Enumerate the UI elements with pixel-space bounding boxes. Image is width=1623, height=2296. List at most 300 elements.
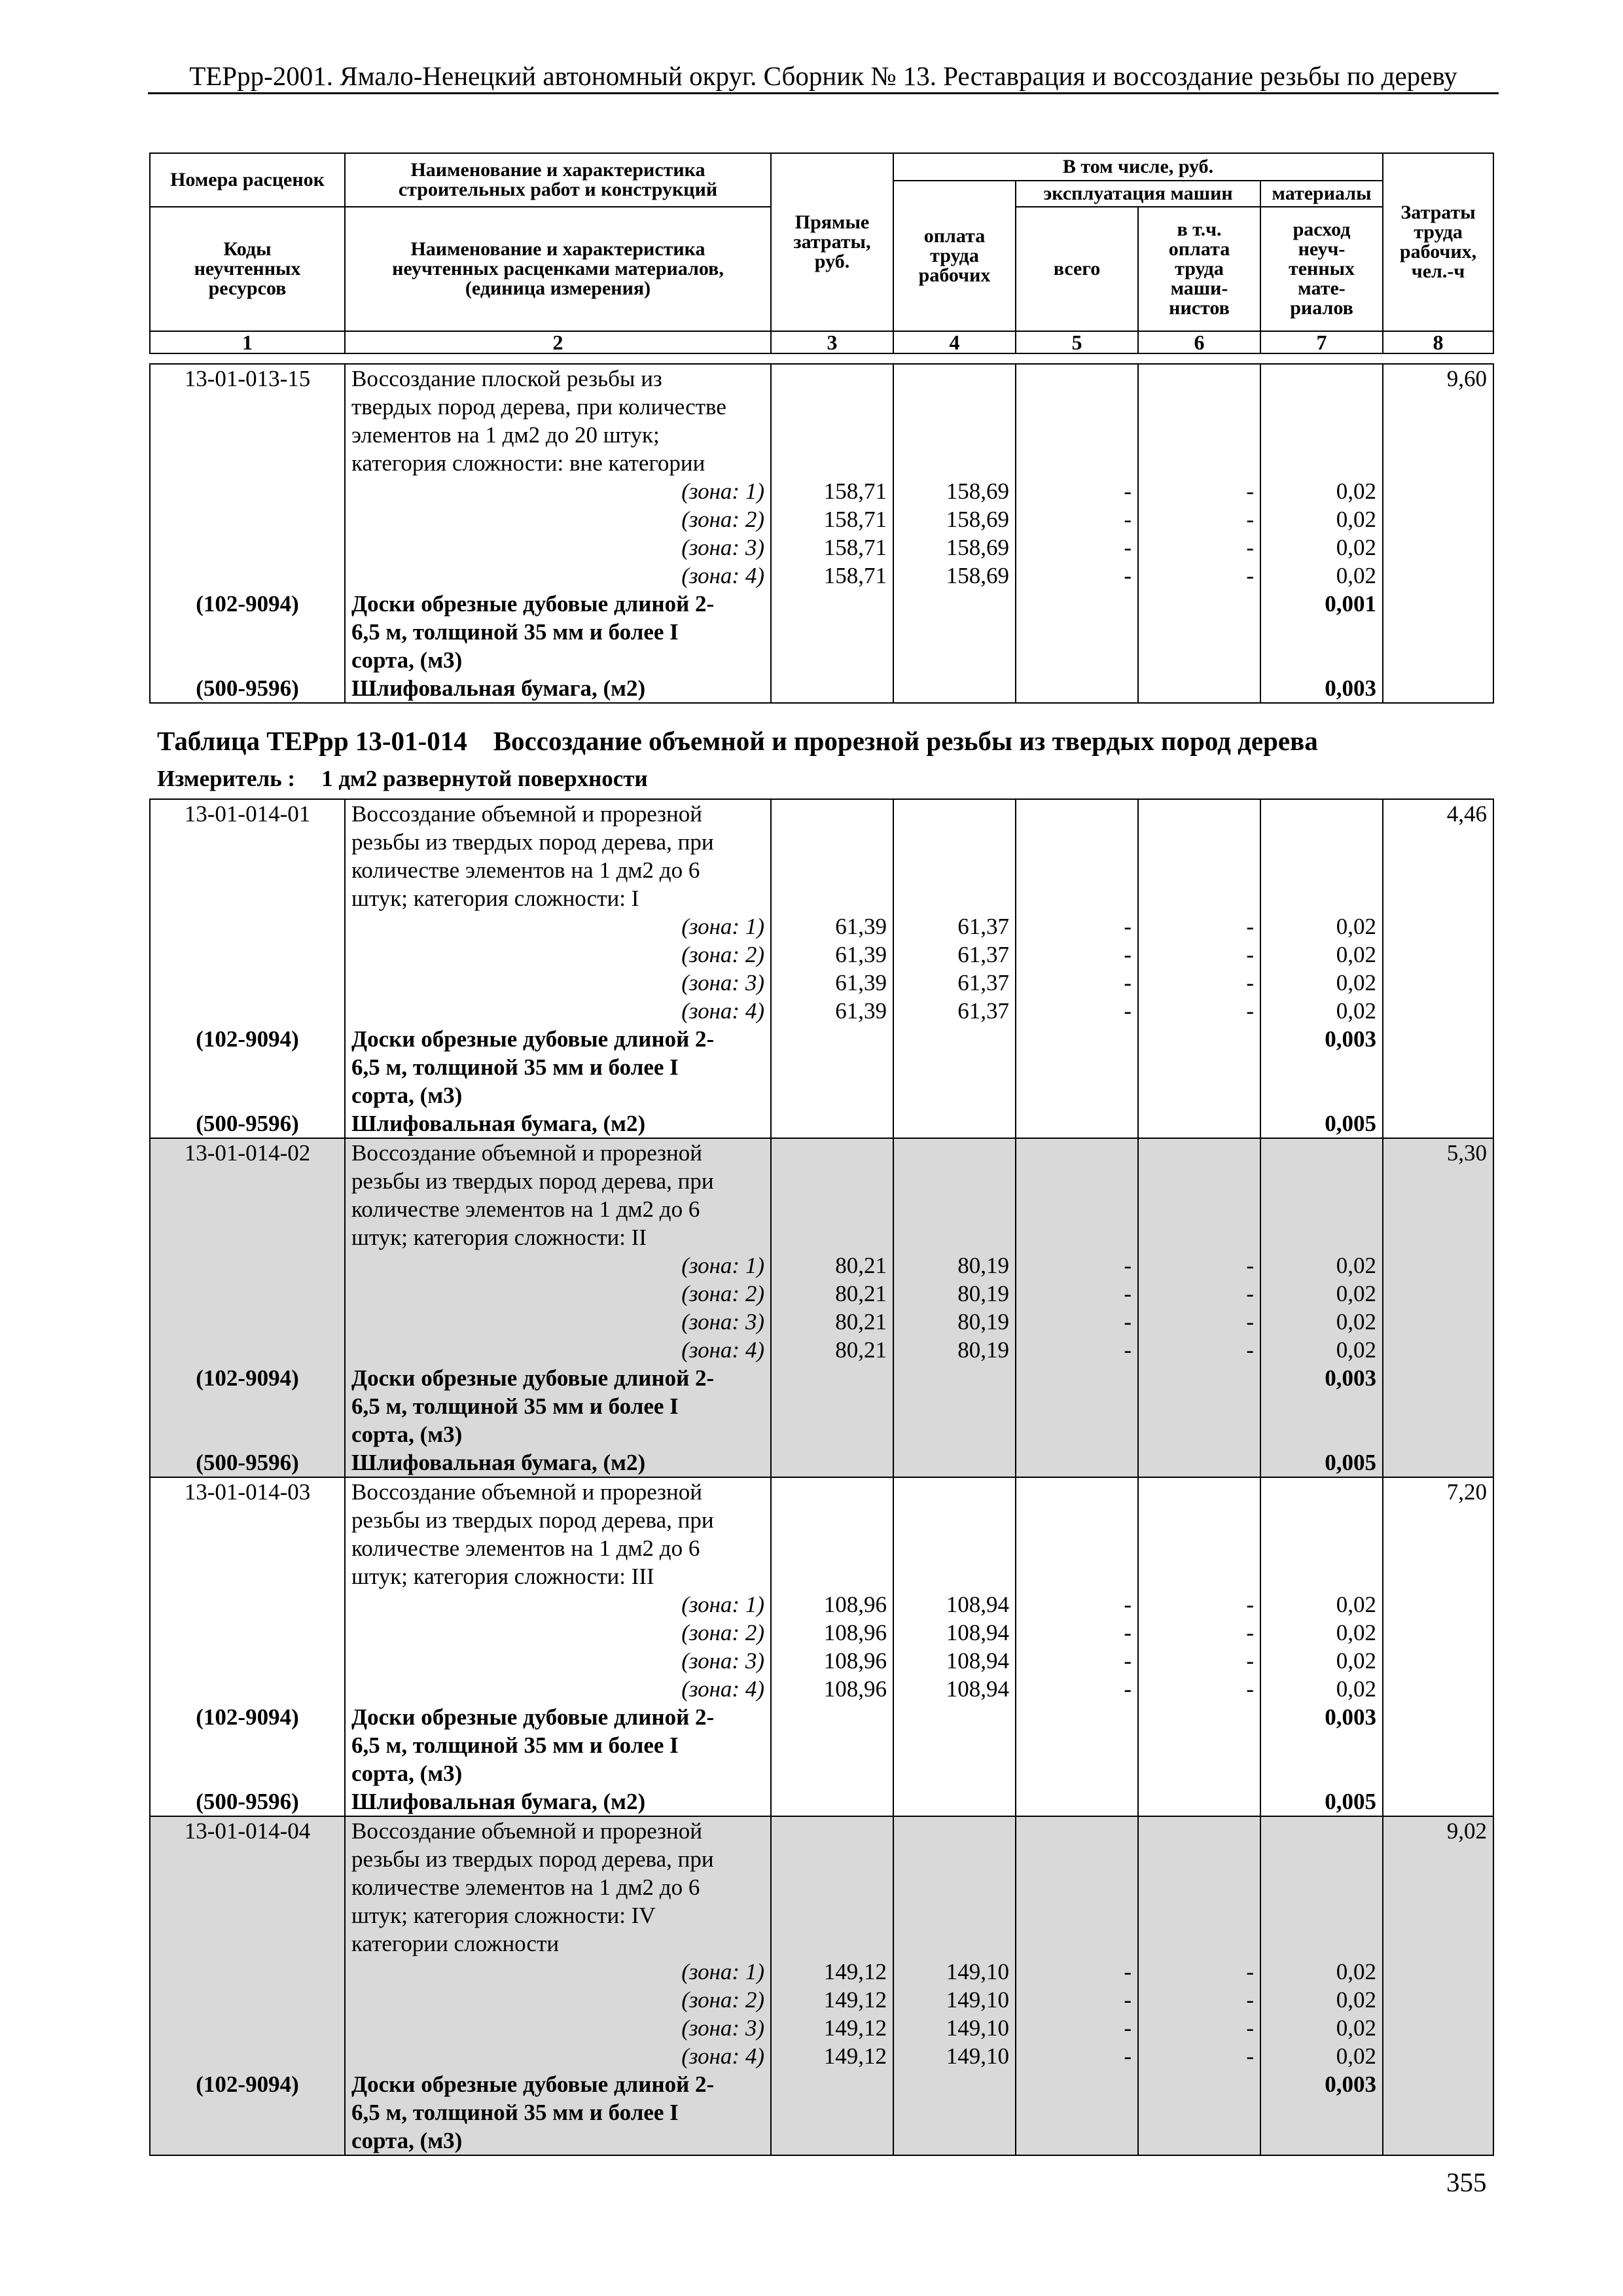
direct-cost: 108,96 <box>823 1620 887 1645</box>
spacer <box>1145 1562 1254 1590</box>
spacer <box>900 800 1009 828</box>
material-cost: 0,02 <box>1336 998 1376 1024</box>
header-text-line: затраты, <box>793 231 871 253</box>
machine-cost: - <box>1124 535 1132 560</box>
material-cost: 0,02 <box>1336 1253 1376 1278</box>
spacer <box>1145 1478 1254 1506</box>
spacer <box>900 1478 1009 1506</box>
material-cost: 0,02 <box>1336 535 1376 560</box>
spacer <box>777 1562 887 1590</box>
worker-wage-cell <box>893 364 1016 703</box>
spacer <box>777 1195 887 1223</box>
material-cost-cell <box>1260 1477 1383 1816</box>
spacer <box>1022 828 1132 856</box>
spacer <box>900 1167 1009 1195</box>
spacer <box>1022 1534 1132 1562</box>
zone-label: (зона: 1) <box>681 478 764 504</box>
machinist-wage: - <box>1246 914 1254 939</box>
machinist-wage: - <box>1246 970 1254 996</box>
spacer <box>1145 1845 1254 1873</box>
worker-wage: 108,94 <box>946 1676 1009 1702</box>
spacer <box>1267 1167 1376 1195</box>
measurement-unit-value: 1 дм2 развернутой поверхности <box>321 766 648 791</box>
header-text-line: расход <box>1293 219 1351 240</box>
work-description-line: твердых пород дерева, при количестве <box>351 394 726 420</box>
spacer <box>900 828 1009 856</box>
header-text-line: Наименование и характеристика <box>410 238 705 260</box>
worker-wage: 108,94 <box>946 1592 1009 1617</box>
machinist-wage: - <box>1246 1987 1254 2013</box>
measurement-unit-label: Измеритель : <box>157 766 296 791</box>
material-board-name: 6,5 м, толщиной 35 мм и более I <box>351 619 679 645</box>
spacer <box>1022 1845 1132 1873</box>
worker-wage: 80,19 <box>957 1309 1009 1335</box>
resource-code-board: (102-9094) <box>196 1365 299 1391</box>
labor-cost-cell <box>1383 1816 1493 2155</box>
spacer <box>156 1845 338 1873</box>
spacer <box>900 1873 1009 1901</box>
direct-cost: 149,12 <box>823 1987 887 2013</box>
rates-table-013 <box>149 363 1494 704</box>
spacer <box>156 1873 338 1901</box>
machinist-wage: - <box>1246 535 1254 560</box>
material-cost-cell <box>1260 1138 1383 1477</box>
spacer <box>1267 1731 1376 1759</box>
machinist-wage: - <box>1246 1592 1254 1617</box>
spacer <box>1145 1223 1254 1251</box>
spacer <box>156 1081 338 1109</box>
spacer <box>156 1619 338 1647</box>
work-description-line: резьбы из твердых пород дерева, при <box>351 829 714 855</box>
rate-code-cell <box>150 1477 345 1816</box>
spacer <box>1267 1195 1376 1223</box>
spacer <box>1022 421 1132 449</box>
rate-code-cell <box>150 1816 345 2155</box>
spacer <box>1267 884 1376 912</box>
worker-wage: 80,19 <box>957 1281 1009 1306</box>
spacer <box>1267 1392 1376 1420</box>
resource-code-paper: (500-9596) <box>196 1789 299 1814</box>
material-board-name: Доски обрезные дубовые длиной 2- <box>351 591 715 617</box>
spacer <box>156 505 338 533</box>
spacer <box>900 393 1009 421</box>
column-number: 1 <box>150 331 345 353</box>
machine-cost-cell <box>1016 1138 1138 1477</box>
spacer <box>1145 1873 1254 1901</box>
zone-label: (зона: 1) <box>681 1592 764 1617</box>
material-cost: 0,02 <box>1336 1676 1376 1702</box>
machinist-wage: - <box>1246 998 1254 1024</box>
rate-code-cell <box>150 799 345 1138</box>
page-header: ТЕРрр-2001. Ямало-Ненецкий автономный округ. Сборник № 13. Реставрация и воссоздание резьбы по дереву <box>189 61 1457 91</box>
spacer <box>156 912 338 941</box>
direct-cost: 149,12 <box>823 1959 887 1984</box>
spacer <box>1022 1873 1132 1901</box>
header-text-line: ресурсов <box>208 278 287 299</box>
machinist-wage: - <box>1246 2043 1254 2069</box>
column-number: 7 <box>1260 331 1383 353</box>
col-material-name <box>345 207 771 331</box>
column-number: 2 <box>345 331 771 353</box>
measurement-unit <box>157 766 648 792</box>
spacer <box>156 884 338 912</box>
work-description-line: штук; категория сложности: III <box>351 1564 654 1589</box>
machine-cost: - <box>1124 1281 1132 1306</box>
spacer <box>1267 1223 1376 1251</box>
spacer <box>900 1929 1009 1958</box>
col-machinist-wages <box>1138 207 1260 331</box>
direct-cost: 80,21 <box>835 1253 887 1278</box>
zone-label: (зона: 3) <box>681 1309 764 1335</box>
spacer <box>900 1223 1009 1251</box>
board-consumption: 0,003 <box>1325 1365 1376 1391</box>
spacer <box>1022 856 1132 884</box>
direct-cost: 158,71 <box>823 478 887 504</box>
direct-cost-cell <box>771 799 893 1138</box>
machinist-wage-cell <box>1138 799 1260 1138</box>
paper-consumption: 0,003 <box>1325 675 1376 701</box>
col-wages <box>893 181 1016 331</box>
direct-cost: 158,71 <box>823 535 887 560</box>
header-text-line: в т.ч. <box>1177 219 1222 240</box>
material-cost: 0,02 <box>1336 1648 1376 1674</box>
spacer <box>777 1223 887 1251</box>
spacer <box>156 1223 338 1251</box>
spacer <box>156 393 338 421</box>
worker-wage: 158,69 <box>946 507 1009 532</box>
material-paper-name: Шлифовальная бумага, (м2) <box>351 1789 646 1814</box>
worker-wage: 108,94 <box>946 1648 1009 1674</box>
col-labor-costs <box>1383 153 1493 331</box>
spacer <box>1267 393 1376 421</box>
machine-cost: - <box>1124 998 1132 1024</box>
machinist-wage-cell <box>1138 1138 1260 1477</box>
material-cost-cell <box>1260 1816 1383 2155</box>
machinist-wage: - <box>1246 1253 1254 1278</box>
machine-cost: - <box>1124 942 1132 967</box>
spacer <box>156 1759 338 1787</box>
table-row <box>150 364 1493 703</box>
header-text-line: строительных работ и конструкций <box>398 179 718 200</box>
worker-wage: 80,19 <box>957 1337 1009 1363</box>
header-rule <box>148 92 1499 94</box>
material-cost: 0,02 <box>1336 914 1376 939</box>
spacer <box>156 1420 338 1448</box>
header-text-line: труда <box>1175 258 1224 279</box>
spacer <box>156 533 338 562</box>
resource-code-board: (102-9094) <box>196 1026 299 1052</box>
work-description-line: резьбы из твердых пород дерева, при <box>351 1507 714 1533</box>
spacer <box>1145 1901 1254 1929</box>
direct-cost: 108,96 <box>823 1592 887 1617</box>
spacer <box>777 365 887 393</box>
spacer <box>1267 421 1376 449</box>
spacer <box>900 1534 1009 1562</box>
work-description-line: штук; категория сложности: I <box>351 886 639 911</box>
spacer <box>900 1195 1009 1223</box>
material-cost: 0,02 <box>1336 1337 1376 1363</box>
zone-label: (зона: 2) <box>681 1987 764 2013</box>
rate-code: 13-01-014-01 <box>184 801 311 827</box>
spacer <box>777 1139 887 1167</box>
machinist-wage-cell <box>1138 364 1260 703</box>
material-cost-cell <box>1260 364 1383 703</box>
machine-cost: - <box>1124 563 1132 588</box>
work-description-line: Воссоздание объемной и прорезной <box>351 1818 702 1844</box>
rate-code: 13-01-014-03 <box>184 1479 311 1505</box>
spacer <box>1267 646 1376 674</box>
header-text-line: неуч- <box>1298 238 1346 260</box>
spacer <box>156 1392 338 1420</box>
spacer <box>777 884 887 912</box>
zone-label: (зона: 3) <box>681 970 764 996</box>
spacer <box>1267 1873 1376 1901</box>
spacer <box>1022 800 1132 828</box>
spacer <box>1145 856 1254 884</box>
rates-table-014 <box>149 798 1494 2156</box>
worker-wage: 61,37 <box>957 998 1009 1024</box>
spacer <box>1022 365 1132 393</box>
work-description-line: количестве элементов на 1 дм2 до 6 <box>351 1196 700 1222</box>
spacer <box>777 800 887 828</box>
spacer <box>156 449 338 477</box>
spacer <box>900 449 1009 477</box>
zone-label: (зона: 2) <box>681 1281 764 1306</box>
machine-cost: - <box>1124 1309 1132 1335</box>
spacer <box>1267 1139 1376 1167</box>
zone-label: (зона: 1) <box>681 914 764 939</box>
direct-cost: 108,96 <box>823 1648 887 1674</box>
description-cell <box>345 1138 771 1477</box>
zone-label: (зона: 2) <box>681 507 764 532</box>
spacer <box>777 449 887 477</box>
resource-code-board: (102-9094) <box>196 591 299 617</box>
page-number: 355 <box>1446 2167 1487 2197</box>
work-description-line: категории сложности <box>351 1931 560 1956</box>
direct-cost-cell <box>771 1138 893 1477</box>
column-header-table <box>149 152 1494 354</box>
spacer <box>156 1929 338 1958</box>
header-text-line: (единица измерения) <box>465 278 651 299</box>
column-number: 8 <box>1383 331 1493 353</box>
spacer <box>1267 800 1376 828</box>
spacer <box>156 1731 338 1759</box>
spacer <box>1267 1053 1376 1081</box>
spacer <box>777 1167 887 1195</box>
paper-consumption: 0,005 <box>1325 1111 1376 1136</box>
description-cell <box>345 1816 771 2155</box>
zone-label: (зона: 3) <box>681 2015 764 2041</box>
rate-code-cell <box>150 364 345 703</box>
machinist-wage-cell <box>1138 1477 1260 1816</box>
labor-cost: 7,20 <box>1446 1479 1487 1505</box>
col-direct-costs <box>771 153 893 331</box>
worker-wage: 158,69 <box>946 478 1009 504</box>
direct-cost-cell <box>771 364 893 703</box>
direct-cost: 149,12 <box>823 2043 887 2069</box>
material-board-name: 6,5 м, толщиной 35 мм и более I <box>351 2100 679 2125</box>
machinist-wage: - <box>1246 1648 1254 1674</box>
material-cost: 0,02 <box>1336 1987 1376 2013</box>
worker-wage: 61,37 <box>957 942 1009 967</box>
worker-wage: 158,69 <box>946 563 1009 588</box>
machinist-wage: - <box>1246 1281 1254 1306</box>
rate-code-cell <box>150 1138 345 1477</box>
spacer <box>777 1534 887 1562</box>
labor-cost-cell <box>1383 1138 1493 1477</box>
spacer <box>900 1845 1009 1873</box>
material-board-name: 6,5 м, толщиной 35 мм и более I <box>351 1393 679 1419</box>
direct-cost: 80,21 <box>835 1281 887 1306</box>
spacer <box>1267 1420 1376 1448</box>
machine-cost: - <box>1124 1676 1132 1702</box>
table-row <box>150 1477 1493 1816</box>
spacer <box>1267 1845 1376 1873</box>
worker-wage-cell <box>893 1477 1016 1816</box>
spacer <box>900 365 1009 393</box>
spacer <box>1267 618 1376 646</box>
machine-cost: - <box>1124 1987 1132 2013</box>
spacer <box>1145 1139 1254 1167</box>
spacer <box>156 562 338 590</box>
col-machines-total: всего <box>1016 207 1138 331</box>
material-cost: 0,02 <box>1336 1959 1376 1984</box>
direct-cost: 108,96 <box>823 1676 887 1702</box>
work-description-line: количестве элементов на 1 дм2 до 6 <box>351 857 700 883</box>
machine-cost: - <box>1124 1337 1132 1363</box>
labor-cost: 5,30 <box>1446 1140 1487 1166</box>
machine-cost: - <box>1124 1959 1132 1984</box>
header-text-line: рабочих, <box>1399 241 1477 262</box>
material-board-name: сорта, (м3) <box>351 1422 463 1447</box>
col-group-machines: эксплуатация машин <box>1016 181 1260 207</box>
machine-cost: - <box>1124 478 1132 504</box>
machine-cost: - <box>1124 914 1132 939</box>
spacer <box>156 1986 338 2014</box>
worker-wage-cell <box>893 799 1016 1138</box>
spacer <box>1145 1506 1254 1534</box>
table-title-name: Воссоздание объемной и прорезной резьбы из твердых пород дерева <box>493 726 1318 756</box>
machinist-wage: - <box>1246 1309 1254 1335</box>
header-text-line: Прямые <box>794 211 870 233</box>
material-paper-name: Шлифовальная бумага, (м2) <box>351 675 646 701</box>
spacer <box>900 884 1009 912</box>
spacer <box>1022 1817 1132 1845</box>
worker-wage: 149,10 <box>946 1987 1009 2013</box>
spacer <box>156 1590 338 1619</box>
column-number: 3 <box>771 331 893 353</box>
spacer <box>1145 449 1254 477</box>
spacer <box>156 1534 338 1562</box>
col-material-consumption <box>1260 207 1383 331</box>
direct-cost: 61,39 <box>835 942 887 967</box>
rate-code: 13-01-014-02 <box>184 1140 311 1166</box>
spacer <box>156 1053 338 1081</box>
material-board-name: 6,5 м, толщиной 35 мм и более I <box>351 1054 679 1080</box>
work-description-line: штук; категория сложности: II <box>351 1225 647 1250</box>
spacer <box>900 421 1009 449</box>
spacer <box>156 997 338 1025</box>
table-row <box>150 1816 1493 2155</box>
spacer <box>1267 828 1376 856</box>
direct-cost: 61,39 <box>835 998 887 1024</box>
material-board-name: 6,5 м, толщиной 35 мм и более I <box>351 1732 679 1758</box>
header-text-line: труда <box>1414 221 1463 243</box>
machinist-wage: - <box>1246 1676 1254 1702</box>
table-row <box>150 1138 1493 1477</box>
spacer <box>156 1562 338 1590</box>
header-text-line: мате- <box>1298 278 1346 299</box>
material-cost: 0,02 <box>1336 970 1376 996</box>
header-text-line: тенных <box>1288 258 1355 279</box>
spacer <box>156 1308 338 1336</box>
col-resource-codes <box>150 207 345 331</box>
zone-label: (зона: 3) <box>681 1648 764 1674</box>
spacer <box>1022 884 1132 912</box>
worker-wage-cell <box>893 1816 1016 2155</box>
spacer <box>1267 1817 1376 1845</box>
worker-wage: 61,37 <box>957 970 1009 996</box>
spacer <box>1022 1506 1132 1534</box>
spacer <box>156 618 338 646</box>
work-description-line: штук; категория сложности: IV <box>351 1903 656 1928</box>
spacer <box>156 856 338 884</box>
spacer <box>777 1817 887 1845</box>
header-text-line: риалов <box>1290 297 1353 319</box>
material-cost: 0,02 <box>1336 507 1376 532</box>
spacer <box>1267 449 1376 477</box>
machinist-wage: - <box>1246 563 1254 588</box>
spacer <box>1145 1167 1254 1195</box>
machinist-wage: - <box>1246 2015 1254 2041</box>
spacer <box>1022 1929 1132 1958</box>
spacer <box>777 828 887 856</box>
work-description-line: категория сложности: вне категории <box>351 450 705 476</box>
header-text-line: чел.-ч <box>1411 260 1465 282</box>
header-text-line: оплата <box>923 225 986 247</box>
direct-cost: 149,12 <box>823 2015 887 2041</box>
spacer <box>156 941 338 969</box>
zone-label: (зона: 3) <box>681 535 764 560</box>
rate-code: 13-01-014-04 <box>184 1818 311 1844</box>
spacer <box>156 1251 338 1280</box>
direct-cost: 61,39 <box>835 970 887 996</box>
machine-cost-cell <box>1016 799 1138 1138</box>
work-description-line: Воссоздание объемной и прорезной <box>351 1140 702 1166</box>
spacer <box>1145 1534 1254 1562</box>
labor-cost-cell <box>1383 799 1493 1138</box>
zone-label: (зона: 2) <box>681 942 764 967</box>
material-cost: 0,02 <box>1336 2015 1376 2041</box>
spacer <box>1267 1081 1376 1109</box>
labor-cost-cell <box>1383 364 1493 703</box>
spacer <box>156 646 338 674</box>
header-text-line: Затраты <box>1400 202 1476 223</box>
spacer <box>777 1506 887 1534</box>
spacer <box>156 421 338 449</box>
direct-cost: 61,39 <box>835 914 887 939</box>
zone-label: (зона: 2) <box>681 1620 764 1645</box>
col-rate-number: Номера расценок <box>150 153 345 207</box>
spacer <box>1145 365 1254 393</box>
direct-cost: 158,71 <box>823 507 887 532</box>
machine-cost: - <box>1124 1253 1132 1278</box>
zone-label: (зона: 1) <box>681 1253 764 1278</box>
material-board-name: Доски обрезные дубовые длиной 2- <box>351 1704 715 1730</box>
spacer <box>1022 1195 1132 1223</box>
header-text-line: нистов <box>1169 297 1230 319</box>
header-text-line: неучтенных расценками материалов, <box>392 258 724 279</box>
